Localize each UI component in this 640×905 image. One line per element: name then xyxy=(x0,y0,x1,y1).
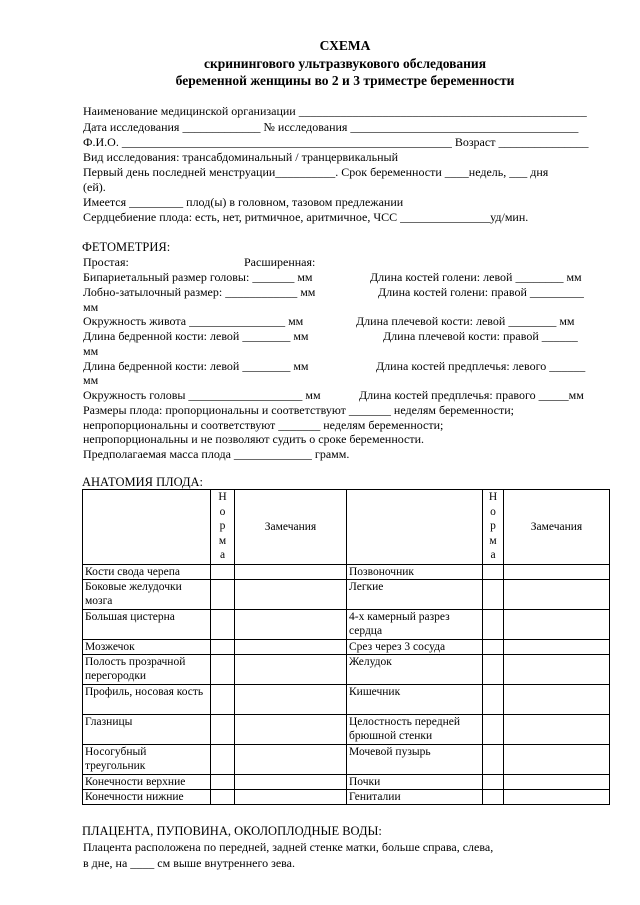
norm-letter: м xyxy=(489,534,497,547)
anatomy-norm-cell xyxy=(483,640,504,655)
norm-letter: р xyxy=(490,520,496,533)
femur-left-field-2: Длина бедренной кости: левой ________ мм xyxy=(83,359,309,373)
organ-header-cell xyxy=(83,490,211,565)
anatomy-row xyxy=(83,580,610,610)
title-line-3: беременной женщины во 2 и 3 триместре беременности xyxy=(175,73,515,88)
norm-header-cell xyxy=(483,490,504,565)
forearm-left-field: Длина костей предплечья: левого ______ xyxy=(376,359,586,373)
anatomy-remarks-cell xyxy=(235,655,347,685)
anatomy-organ-right: Легкие xyxy=(347,580,483,610)
anatomy-row xyxy=(83,655,610,685)
norm-letter: а xyxy=(219,549,226,562)
anatomy-norm-cell xyxy=(483,685,504,715)
exam-date-field: Дата исследования _____________ № исследования ______________________________________ xyxy=(83,120,579,134)
anatomy-organ-left: Конечности верхние xyxy=(83,775,211,790)
anatomy-organ-left: Кости свода черепа xyxy=(83,565,211,580)
anatomy-organ-right: Кишечник xyxy=(347,685,483,715)
anatomy-remarks-cell xyxy=(504,775,610,790)
fetal-size-field: Размеры плода: пропорциональны и соответствуют _______ неделям беременности; xyxy=(83,403,515,417)
norm-letter: о xyxy=(490,505,496,518)
head-circumference-field: Окружность головы ___________________ мм xyxy=(83,388,321,402)
heartbeat-field: Сердцебиение плода: есть, нет, ритмичное, аритмичное, ЧСС _______________уд/мин. xyxy=(83,210,529,224)
norm-letter: Н xyxy=(218,491,227,503)
anatomy-row xyxy=(83,685,610,715)
anatomy-norm-cell xyxy=(211,655,235,685)
anatomy-norm-cell xyxy=(483,715,504,745)
norm-letter: о xyxy=(219,505,226,518)
anatomy-organ-left: Большая цистерна xyxy=(83,610,211,640)
mm-unit: мм xyxy=(83,300,99,314)
abdominal-circumference-field: Окружность живота ________________ мм xyxy=(83,314,304,328)
forearm-right-field: Длина костей предплечья: правого _____мм xyxy=(359,388,584,402)
anatomy-remarks-cell xyxy=(235,715,347,745)
anatomy-organ-left: Носогубный треугольник xyxy=(83,745,211,775)
anatomy-organ-left: Мозжечок xyxy=(83,640,211,655)
norm-letter: Н xyxy=(488,491,498,503)
anatomy-organ-left: Боковые желудочки мозга xyxy=(83,580,211,610)
estimated-weight-field: Предполагаемая масса плода _____________ грамм. xyxy=(83,447,350,461)
anatomy-organ-left: Профиль, носовая кость xyxy=(83,685,211,715)
anatomy-remarks-cell xyxy=(504,640,610,655)
norm-letter: р xyxy=(219,520,226,533)
fetus-presentation-field: Имеется _________ плод(ы) в головном, тазовом предлежании xyxy=(83,195,404,209)
anatomy-remarks-cell xyxy=(504,745,610,775)
title-line-2: скринингового ультразвукового обследования xyxy=(203,56,487,71)
anatomy-norm-cell xyxy=(211,640,235,655)
patient-name-field: Ф.И.О. _______________________________________________________ Возраст _______________ xyxy=(83,135,589,149)
fetal-size-field: непропорциональны и соответствуют _______ неделям беременности; xyxy=(83,418,444,432)
humerus-left-field: Длина плечевой кости: левой ________ мм xyxy=(356,314,575,328)
norm-header-cell xyxy=(211,490,235,565)
anatomy-norm-cell xyxy=(211,580,235,610)
last-menstruation-field: Первый день последней менструации__________. Срок беременности ____недель, ___ дня xyxy=(83,165,549,179)
anatomy-norm-cell xyxy=(483,775,504,790)
last-menstruation-field-cont: (ей). xyxy=(83,180,106,194)
anatomy-remarks-cell xyxy=(504,580,610,610)
anatomy-organ-right: Желудок xyxy=(347,655,483,685)
fetal-size-field: непропорциональны и не позволяют судить о сроке беременности. xyxy=(83,432,425,446)
anatomy-remarks-cell xyxy=(235,580,347,610)
anatomy-row xyxy=(83,640,610,655)
org-name-field: Наименование медицинской организации ________________________________________________ xyxy=(83,104,587,118)
anatomy-norm-cell xyxy=(211,610,235,640)
anatomy-organ-left: Конечности нижние xyxy=(83,790,211,805)
anatomy-remarks-cell xyxy=(235,685,347,715)
anatomy-organ-right: Почки xyxy=(347,775,483,790)
fetometry-extended-label: Расширенная: xyxy=(244,255,316,269)
anatomy-remarks-cell xyxy=(504,610,610,640)
anatomy-remarks-cell xyxy=(235,565,347,580)
fetometry-heading: ФЕТОМЕТРИЯ: xyxy=(82,240,171,254)
anatomy-remarks-cell xyxy=(235,610,347,640)
norm-letter: а xyxy=(490,549,496,562)
exam-type-field: Вид исследования: трансабдоминальный / транцервикальный xyxy=(83,150,399,164)
anatomy-organ-left: Глазницы xyxy=(83,715,211,745)
anatomy-heading: АНАТОМИЯ ПЛОДА: xyxy=(82,475,204,489)
placenta-heading: ПЛАЦЕНТА, ПУПОВИНА, ОКОЛОПЛОДНЫЕ ВОДЫ: xyxy=(82,824,382,838)
anatomy-remarks-cell xyxy=(504,565,610,580)
anatomy-organ-right: Срез через 3 сосуда xyxy=(347,640,483,655)
anatomy-norm-cell xyxy=(211,715,235,745)
anatomy-remarks-cell xyxy=(235,775,347,790)
anatomy-remarks-cell xyxy=(504,655,610,685)
anatomy-organ-right: 4-х камерный разрез сердца xyxy=(347,610,483,640)
anatomy-table xyxy=(82,489,610,805)
anatomy-remarks-cell xyxy=(235,745,347,775)
humerus-right-field: Длина плечевой кости: правой ______ xyxy=(383,329,578,343)
anatomy-norm-cell xyxy=(483,655,504,685)
anatomy-norm-cell xyxy=(483,745,504,775)
anatomy-row xyxy=(83,565,610,580)
bpd-field: Бипариетальный размер головы: _______ мм xyxy=(83,270,313,284)
tibia-left-field: Длина костей голени: левой ________ мм xyxy=(370,270,582,284)
norm-letter: м xyxy=(218,534,227,547)
femur-left-field: Длина бедренной кости: левой ________ мм xyxy=(83,329,309,343)
anatomy-remarks-cell xyxy=(235,640,347,655)
anatomy-norm-cell xyxy=(483,565,504,580)
anatomy-row xyxy=(83,745,610,775)
anatomy-row xyxy=(83,775,610,790)
anatomy-norm-cell xyxy=(483,790,504,805)
anatomy-remarks-cell xyxy=(235,790,347,805)
mm-unit: мм xyxy=(83,344,99,358)
anatomy-norm-cell xyxy=(211,775,235,790)
anatomy-row xyxy=(83,790,610,805)
anatomy-norm-cell xyxy=(483,610,504,640)
anatomy-norm-cell xyxy=(211,745,235,775)
anatomy-organ-left: Полость прозрачной перегородки xyxy=(83,655,211,685)
title-line-1: СХЕМА xyxy=(319,38,371,53)
organ-header-cell xyxy=(347,490,483,565)
anatomy-remarks-cell xyxy=(504,685,610,715)
anatomy-organ-right: Гениталии xyxy=(347,790,483,805)
anatomy-norm-cell xyxy=(211,565,235,580)
ofd-field: Лобно-затылочный размер: ____________ мм xyxy=(83,285,316,299)
anatomy-remarks-cell xyxy=(504,715,610,745)
anatomy-norm-cell xyxy=(211,790,235,805)
anatomy-header-row xyxy=(83,490,610,565)
placenta-location-line: в дне, на ____ см выше внутреннего зева. xyxy=(83,856,295,870)
anatomy-organ-right: Позвоночник xyxy=(347,565,483,580)
anatomy-organ-right: Целостность передней брюшной стенки xyxy=(347,715,483,745)
anatomy-norm-cell xyxy=(211,685,235,715)
remarks-header-cell: Замечания xyxy=(235,490,347,565)
anatomy-remarks-cell xyxy=(504,790,610,805)
remarks-header-cell: Замечания xyxy=(504,490,610,565)
tibia-right-field: Длина костей голени: правой _________ xyxy=(378,285,584,299)
anatomy-organ-right: Мочевой пузырь xyxy=(347,745,483,775)
anatomy-norm-cell xyxy=(483,580,504,610)
fetometry-simple-label: Простая: xyxy=(83,255,129,269)
anatomy-row xyxy=(83,610,610,640)
placenta-location-line: Плацента расположена по передней, задней стенке матки, больше справа, слева, xyxy=(83,840,494,854)
mm-unit: мм xyxy=(83,373,99,387)
anatomy-row xyxy=(83,715,610,745)
